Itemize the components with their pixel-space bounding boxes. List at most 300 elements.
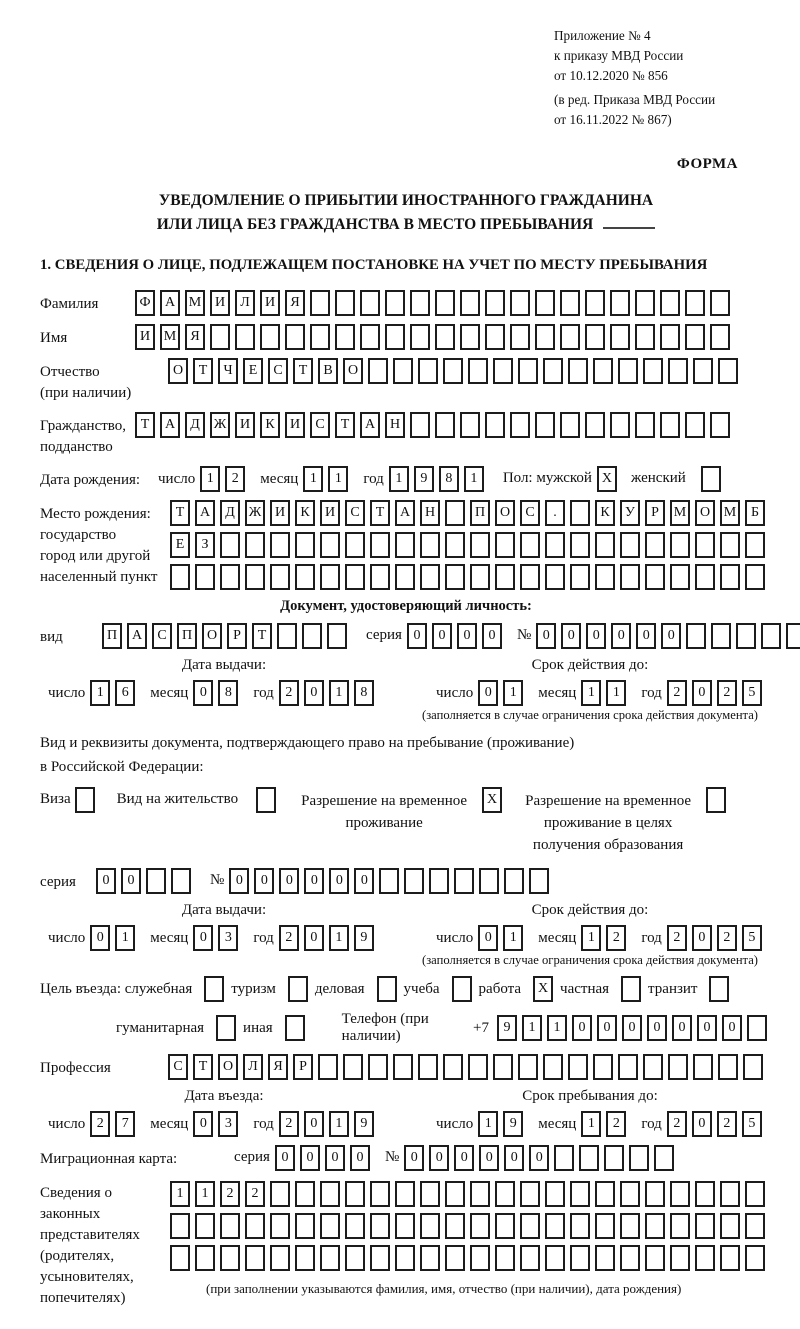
form-cell[interactable]: 0 xyxy=(661,623,681,649)
form-cell[interactable] xyxy=(635,290,655,316)
form-cell[interactable] xyxy=(420,1181,440,1207)
form-cell[interactable] xyxy=(568,1054,588,1080)
form-cell[interactable] xyxy=(645,1245,665,1271)
form-cell[interactable] xyxy=(379,868,399,894)
form-cell[interactable] xyxy=(170,564,190,590)
form-cell[interactable] xyxy=(285,324,305,350)
form-cell[interactable] xyxy=(510,324,530,350)
form-cell[interactable] xyxy=(495,564,515,590)
form-cell[interactable] xyxy=(335,290,355,316)
form-cell[interactable] xyxy=(470,1213,490,1239)
form-cell[interactable]: О xyxy=(495,500,515,526)
form-cell[interactable]: 0 xyxy=(275,1145,295,1171)
form-cell[interactable]: 0 xyxy=(229,868,249,894)
form-cell[interactable] xyxy=(493,1054,513,1080)
form-cell[interactable]: Р xyxy=(645,500,665,526)
form-cell[interactable] xyxy=(604,1145,624,1171)
temp-residence-edu-checkbox[interactable] xyxy=(706,787,726,813)
form-cell[interactable] xyxy=(695,532,715,558)
form-cell[interactable] xyxy=(670,532,690,558)
form-cell[interactable]: 1 xyxy=(606,680,626,706)
form-cell[interactable]: П xyxy=(177,623,197,649)
form-cell[interactable] xyxy=(343,1054,363,1080)
form-cell[interactable] xyxy=(618,1054,638,1080)
form-cell[interactable] xyxy=(545,1213,565,1239)
form-cell[interactable] xyxy=(718,358,738,384)
form-cell[interactable]: Л xyxy=(235,290,255,316)
form-cell[interactable] xyxy=(170,1245,190,1271)
form-cell[interactable] xyxy=(620,1213,640,1239)
form-cell[interactable] xyxy=(529,868,549,894)
form-cell[interactable] xyxy=(445,564,465,590)
form-cell[interactable] xyxy=(320,1213,340,1239)
form-cell[interactable]: 2 xyxy=(279,1111,299,1137)
purpose-humanitarian-checkbox[interactable] xyxy=(216,1015,236,1041)
form-cell[interactable] xyxy=(310,324,330,350)
form-cell[interactable]: 2 xyxy=(245,1181,265,1207)
temp-residence-checkbox[interactable]: X xyxy=(482,787,502,813)
form-cell[interactable] xyxy=(295,1213,315,1239)
form-cell[interactable] xyxy=(370,1213,390,1239)
form-cell[interactable]: 0 xyxy=(90,925,110,951)
form-cell[interactable] xyxy=(470,1181,490,1207)
form-cell[interactable]: 0 xyxy=(432,623,452,649)
form-cell[interactable] xyxy=(404,868,424,894)
form-cell[interactable] xyxy=(570,1181,590,1207)
form-cell[interactable]: С xyxy=(345,500,365,526)
form-cell[interactable] xyxy=(761,623,781,649)
form-cell[interactable] xyxy=(320,1181,340,1207)
form-cell[interactable] xyxy=(479,868,499,894)
form-cell[interactable]: 2 xyxy=(225,466,245,492)
form-cell[interactable] xyxy=(693,1054,713,1080)
form-cell[interactable] xyxy=(645,532,665,558)
form-cell[interactable]: 1 xyxy=(170,1181,190,1207)
form-cell[interactable]: Ф xyxy=(135,290,155,316)
form-cell[interactable]: 0 xyxy=(350,1145,370,1171)
form-cell[interactable] xyxy=(745,1213,765,1239)
form-cell[interactable] xyxy=(593,358,613,384)
form-cell[interactable] xyxy=(418,1054,438,1080)
form-cell[interactable] xyxy=(518,358,538,384)
form-cell[interactable] xyxy=(620,1181,640,1207)
form-cell[interactable]: 0 xyxy=(536,623,556,649)
form-cell[interactable]: Т xyxy=(170,500,190,526)
form-cell[interactable]: Я xyxy=(268,1054,288,1080)
form-cell[interactable]: 2 xyxy=(717,680,737,706)
form-cell[interactable] xyxy=(395,1245,415,1271)
form-cell[interactable] xyxy=(420,1245,440,1271)
form-cell[interactable]: 9 xyxy=(497,1015,517,1041)
purpose-tourism-checkbox[interactable] xyxy=(288,976,308,1002)
form-cell[interactable] xyxy=(560,290,580,316)
form-cell[interactable]: 1 xyxy=(547,1015,567,1041)
form-cell[interactable] xyxy=(718,1054,738,1080)
form-cell[interactable] xyxy=(260,324,280,350)
form-cell[interactable]: О xyxy=(202,623,222,649)
form-cell[interactable] xyxy=(685,324,705,350)
form-cell[interactable] xyxy=(570,1213,590,1239)
form-cell[interactable] xyxy=(460,324,480,350)
form-cell[interactable] xyxy=(485,412,505,438)
form-cell[interactable] xyxy=(554,1145,574,1171)
form-cell[interactable] xyxy=(660,290,680,316)
form-cell[interactable]: 0 xyxy=(572,1015,592,1041)
form-cell[interactable] xyxy=(693,358,713,384)
form-cell[interactable] xyxy=(485,290,505,316)
form-cell[interactable]: 1 xyxy=(329,925,349,951)
form-cell[interactable]: Л xyxy=(243,1054,263,1080)
form-cell[interactable]: К xyxy=(260,412,280,438)
form-cell[interactable]: 8 xyxy=(354,680,374,706)
form-cell[interactable] xyxy=(195,1245,215,1271)
purpose-private-checkbox[interactable] xyxy=(621,976,641,1002)
form-cell[interactable] xyxy=(545,564,565,590)
form-cell[interactable] xyxy=(295,532,315,558)
form-cell[interactable] xyxy=(710,324,730,350)
form-cell[interactable] xyxy=(668,358,688,384)
form-cell[interactable] xyxy=(345,1181,365,1207)
form-cell[interactable]: И xyxy=(260,290,280,316)
purpose-other-checkbox[interactable] xyxy=(285,1015,305,1041)
purpose-work-checkbox[interactable]: X xyxy=(533,976,553,1002)
form-cell[interactable] xyxy=(520,1181,540,1207)
form-cell[interactable] xyxy=(210,324,230,350)
form-cell[interactable]: 2 xyxy=(667,680,687,706)
form-cell[interactable]: 1 xyxy=(581,1111,601,1137)
purpose-official-checkbox[interactable] xyxy=(204,976,224,1002)
form-cell[interactable] xyxy=(360,324,380,350)
form-cell[interactable] xyxy=(385,324,405,350)
form-cell[interactable] xyxy=(270,564,290,590)
form-cell[interactable] xyxy=(435,290,455,316)
form-cell[interactable] xyxy=(368,1054,388,1080)
form-cell[interactable] xyxy=(429,868,449,894)
form-cell[interactable] xyxy=(745,1245,765,1271)
sex-female-checkbox[interactable] xyxy=(701,466,721,492)
form-cell[interactable]: 0 xyxy=(193,925,213,951)
form-cell[interactable]: 1 xyxy=(115,925,135,951)
form-cell[interactable] xyxy=(385,290,405,316)
form-cell[interactable] xyxy=(470,532,490,558)
form-cell[interactable] xyxy=(495,532,515,558)
form-cell[interactable]: 0 xyxy=(692,925,712,951)
form-cell[interactable]: 0 xyxy=(586,623,606,649)
form-cell[interactable]: 0 xyxy=(193,1111,213,1137)
form-cell[interactable] xyxy=(495,1245,515,1271)
form-cell[interactable]: 0 xyxy=(672,1015,692,1041)
form-cell[interactable] xyxy=(745,532,765,558)
form-cell[interactable]: О xyxy=(695,500,715,526)
form-cell[interactable] xyxy=(368,358,388,384)
form-cell[interactable] xyxy=(445,1213,465,1239)
form-cell[interactable] xyxy=(720,532,740,558)
form-cell[interactable] xyxy=(370,564,390,590)
form-cell[interactable] xyxy=(695,1245,715,1271)
form-cell[interactable] xyxy=(620,564,640,590)
form-cell[interactable]: 0 xyxy=(429,1145,449,1171)
form-cell[interactable] xyxy=(395,1181,415,1207)
form-cell[interactable]: 0 xyxy=(193,680,213,706)
form-cell[interactable] xyxy=(595,564,615,590)
form-cell[interactable] xyxy=(654,1145,674,1171)
form-cell[interactable] xyxy=(370,1181,390,1207)
form-cell[interactable] xyxy=(470,1245,490,1271)
form-cell[interactable] xyxy=(220,564,240,590)
form-cell[interactable] xyxy=(393,1054,413,1080)
form-cell[interactable]: 0 xyxy=(482,623,502,649)
form-cell[interactable]: 0 xyxy=(304,1111,324,1137)
form-cell[interactable] xyxy=(668,1054,688,1080)
form-cell[interactable] xyxy=(595,1245,615,1271)
form-cell[interactable] xyxy=(685,290,705,316)
form-cell[interactable]: М xyxy=(160,324,180,350)
form-cell[interactable] xyxy=(570,500,590,526)
form-cell[interactable] xyxy=(610,324,630,350)
form-cell[interactable] xyxy=(295,1181,315,1207)
form-cell[interactable] xyxy=(245,564,265,590)
form-cell[interactable] xyxy=(645,1181,665,1207)
form-cell[interactable]: А xyxy=(160,290,180,316)
form-cell[interactable] xyxy=(595,1181,615,1207)
form-cell[interactable]: И xyxy=(235,412,255,438)
form-cell[interactable]: 1 xyxy=(200,466,220,492)
purpose-transit-checkbox[interactable] xyxy=(709,976,729,1002)
form-cell[interactable]: 0 xyxy=(697,1015,717,1041)
form-cell[interactable] xyxy=(443,1054,463,1080)
form-cell[interactable] xyxy=(420,564,440,590)
residence-permit-checkbox[interactable] xyxy=(256,787,276,813)
form-cell[interactable] xyxy=(610,412,630,438)
form-cell[interactable] xyxy=(418,358,438,384)
form-cell[interactable] xyxy=(695,564,715,590)
form-cell[interactable] xyxy=(670,564,690,590)
form-cell[interactable] xyxy=(460,412,480,438)
form-cell[interactable] xyxy=(670,1181,690,1207)
form-cell[interactable]: 2 xyxy=(220,1181,240,1207)
form-cell[interactable] xyxy=(220,1245,240,1271)
form-cell[interactable]: 1 xyxy=(503,925,523,951)
form-cell[interactable] xyxy=(270,1181,290,1207)
form-cell[interactable] xyxy=(620,1245,640,1271)
form-cell[interactable] xyxy=(468,1054,488,1080)
form-cell[interactable] xyxy=(670,1245,690,1271)
form-cell[interactable]: С xyxy=(520,500,540,526)
form-cell[interactable] xyxy=(560,324,580,350)
form-cell[interactable] xyxy=(445,1181,465,1207)
form-cell[interactable]: 8 xyxy=(218,680,238,706)
form-cell[interactable]: К xyxy=(595,500,615,526)
form-cell[interactable]: 0 xyxy=(407,623,427,649)
form-cell[interactable] xyxy=(220,532,240,558)
form-cell[interactable]: Р xyxy=(227,623,247,649)
form-cell[interactable] xyxy=(643,358,663,384)
form-cell[interactable] xyxy=(345,564,365,590)
form-cell[interactable] xyxy=(643,1054,663,1080)
form-cell[interactable] xyxy=(645,564,665,590)
form-cell[interactable]: С xyxy=(310,412,330,438)
form-cell[interactable] xyxy=(629,1145,649,1171)
form-cell[interactable]: 0 xyxy=(478,925,498,951)
form-cell[interactable] xyxy=(543,1054,563,1080)
form-cell[interactable]: С xyxy=(268,358,288,384)
form-cell[interactable]: 5 xyxy=(742,680,762,706)
form-cell[interactable]: 3 xyxy=(218,1111,238,1137)
form-cell[interactable]: А xyxy=(360,412,380,438)
form-cell[interactable] xyxy=(195,1213,215,1239)
form-cell[interactable]: Т xyxy=(293,358,313,384)
form-cell[interactable] xyxy=(470,564,490,590)
form-cell[interactable]: 0 xyxy=(300,1145,320,1171)
form-cell[interactable] xyxy=(454,868,474,894)
form-cell[interactable] xyxy=(445,500,465,526)
form-cell[interactable]: 0 xyxy=(504,1145,524,1171)
form-cell[interactable]: Ч xyxy=(218,358,238,384)
form-cell[interactable]: 2 xyxy=(279,925,299,951)
form-cell[interactable] xyxy=(270,1213,290,1239)
form-cell[interactable] xyxy=(545,532,565,558)
form-cell[interactable]: 0 xyxy=(722,1015,742,1041)
form-cell[interactable]: 2 xyxy=(606,925,626,951)
form-cell[interactable]: Н xyxy=(385,412,405,438)
form-cell[interactable] xyxy=(495,1213,515,1239)
form-cell[interactable]: 0 xyxy=(636,623,656,649)
form-cell[interactable] xyxy=(560,412,580,438)
form-cell[interactable]: З xyxy=(195,532,215,558)
form-cell[interactable] xyxy=(220,1213,240,1239)
form-cell[interactable] xyxy=(295,564,315,590)
form-cell[interactable] xyxy=(543,358,563,384)
form-cell[interactable]: 0 xyxy=(622,1015,642,1041)
form-cell[interactable] xyxy=(635,324,655,350)
form-cell[interactable] xyxy=(620,532,640,558)
form-cell[interactable] xyxy=(570,1245,590,1271)
form-cell[interactable] xyxy=(410,412,430,438)
form-cell[interactable]: 0 xyxy=(121,868,141,894)
form-cell[interactable] xyxy=(345,1213,365,1239)
form-cell[interactable] xyxy=(245,1245,265,1271)
form-cell[interactable]: 0 xyxy=(325,1145,345,1171)
form-cell[interactable]: 9 xyxy=(503,1111,523,1137)
form-cell[interactable]: О xyxy=(343,358,363,384)
form-cell[interactable] xyxy=(670,1213,690,1239)
form-cell[interactable]: 2 xyxy=(279,680,299,706)
form-cell[interactable] xyxy=(720,564,740,590)
form-cell[interactable] xyxy=(493,358,513,384)
form-cell[interactable] xyxy=(585,324,605,350)
form-cell[interactable] xyxy=(520,564,540,590)
form-cell[interactable] xyxy=(535,324,555,350)
form-cell[interactable] xyxy=(645,1213,665,1239)
form-cell[interactable]: 7 xyxy=(115,1111,135,1137)
visa-checkbox[interactable] xyxy=(75,787,95,813)
form-cell[interactable] xyxy=(570,564,590,590)
form-cell[interactable]: С xyxy=(152,623,172,649)
form-cell[interactable] xyxy=(579,1145,599,1171)
form-cell[interactable]: И xyxy=(285,412,305,438)
form-cell[interactable]: 0 xyxy=(529,1145,549,1171)
form-cell[interactable]: 0 xyxy=(279,868,299,894)
form-cell[interactable] xyxy=(545,1245,565,1271)
form-cell[interactable]: 9 xyxy=(414,466,434,492)
form-cell[interactable]: Т xyxy=(252,623,272,649)
form-cell[interactable]: И xyxy=(320,500,340,526)
form-cell[interactable] xyxy=(585,290,605,316)
form-cell[interactable] xyxy=(320,1245,340,1271)
form-cell[interactable] xyxy=(520,1245,540,1271)
form-cell[interactable] xyxy=(745,1181,765,1207)
form-cell[interactable] xyxy=(146,868,166,894)
form-cell[interactable]: 1 xyxy=(581,680,601,706)
form-cell[interactable] xyxy=(618,358,638,384)
form-cell[interactable]: Я xyxy=(285,290,305,316)
form-cell[interactable] xyxy=(695,1181,715,1207)
form-cell[interactable]: Е xyxy=(243,358,263,384)
form-cell[interactable]: 0 xyxy=(254,868,274,894)
form-cell[interactable] xyxy=(510,412,530,438)
form-cell[interactable]: Н xyxy=(420,500,440,526)
form-cell[interactable] xyxy=(445,1245,465,1271)
form-cell[interactable]: 1 xyxy=(303,466,323,492)
form-cell[interactable] xyxy=(277,623,297,649)
form-cell[interactable] xyxy=(595,1213,615,1239)
form-cell[interactable] xyxy=(595,532,615,558)
form-cell[interactable]: 1 xyxy=(329,1111,349,1137)
form-cell[interactable] xyxy=(685,412,705,438)
form-cell[interactable]: 1 xyxy=(389,466,409,492)
form-cell[interactable] xyxy=(420,532,440,558)
form-cell[interactable] xyxy=(395,564,415,590)
form-cell[interactable]: 0 xyxy=(692,680,712,706)
form-cell[interactable] xyxy=(485,324,505,350)
form-cell[interactable]: Т xyxy=(135,412,155,438)
form-cell[interactable]: 1 xyxy=(503,680,523,706)
form-cell[interactable]: М xyxy=(720,500,740,526)
form-cell[interactable]: Т xyxy=(335,412,355,438)
form-cell[interactable] xyxy=(468,358,488,384)
form-cell[interactable] xyxy=(518,1054,538,1080)
form-cell[interactable] xyxy=(635,412,655,438)
form-cell[interactable]: 1 xyxy=(90,680,110,706)
form-cell[interactable]: И xyxy=(135,324,155,350)
form-cell[interactable]: Е xyxy=(170,532,190,558)
form-cell[interactable]: 0 xyxy=(304,680,324,706)
form-cell[interactable]: А xyxy=(395,500,415,526)
form-cell[interactable] xyxy=(410,290,430,316)
form-cell[interactable]: О xyxy=(168,358,188,384)
form-cell[interactable] xyxy=(593,1054,613,1080)
form-cell[interactable]: 0 xyxy=(561,623,581,649)
form-cell[interactable]: 9 xyxy=(354,925,374,951)
form-cell[interactable]: П xyxy=(470,500,490,526)
form-cell[interactable] xyxy=(535,290,555,316)
form-cell[interactable]: 0 xyxy=(478,680,498,706)
form-cell[interactable] xyxy=(710,290,730,316)
sex-male-checkbox[interactable]: X xyxy=(597,466,617,492)
form-cell[interactable] xyxy=(504,868,524,894)
form-cell[interactable]: 2 xyxy=(667,925,687,951)
form-cell[interactable]: 2 xyxy=(667,1111,687,1137)
form-cell[interactable] xyxy=(743,1054,763,1080)
form-cell[interactable] xyxy=(460,290,480,316)
form-cell[interactable]: 5 xyxy=(742,925,762,951)
form-cell[interactable]: 1 xyxy=(328,466,348,492)
form-cell[interactable] xyxy=(270,532,290,558)
form-cell[interactable]: 0 xyxy=(304,925,324,951)
form-cell[interactable] xyxy=(320,532,340,558)
form-cell[interactable] xyxy=(295,1245,315,1271)
form-cell[interactable] xyxy=(545,1181,565,1207)
